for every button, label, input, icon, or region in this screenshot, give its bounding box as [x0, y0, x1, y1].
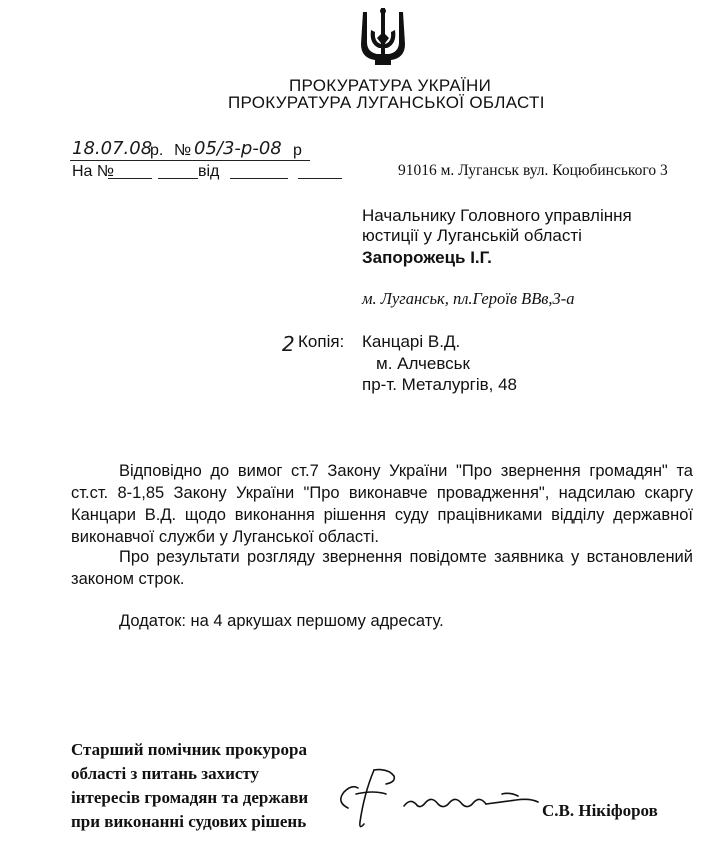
reference-date-blank-1 — [230, 178, 288, 179]
position-line: інтересів громадян та держави — [71, 788, 309, 807]
reference-date-blank-2 — [298, 178, 342, 179]
copy-label: Копія: — [298, 332, 345, 351]
reference-number-blank-1 — [108, 178, 152, 179]
reference-na-label: На № — [72, 163, 115, 180]
copy-street: пр-т. Металургів, 48 — [362, 375, 518, 394]
org-name-line2: ПРОКУРАТУРА ЛУГАНСЬКОЇ ОБЛАСТІ — [228, 93, 545, 112]
position-line: області з питань захисту — [71, 764, 260, 783]
position-line: Старший помічник прокурора — [71, 740, 307, 759]
body-paragraph-1 — [71, 460, 693, 548]
outgoing-number-sign: № — [174, 142, 192, 159]
paragraph-2-line: законом строк. — [71, 570, 185, 588]
reference-vid-label: від — [198, 163, 220, 180]
recipient-name: Запорожець І.Г. — [362, 248, 492, 267]
outgoing-r-label: р. — [150, 142, 164, 159]
signatory-position — [71, 738, 308, 834]
recipient-address: м. Луганськ, пл.Героїв ВВв,3-а — [362, 289, 575, 308]
recipient-line1: Начальнику Головного управління — [362, 206, 632, 225]
outgoing-number: 05/3-р-08 — [194, 138, 282, 159]
recipient-line2: юстиції у Луганській області — [362, 226, 582, 245]
position-line: при виконанні судових рішень — [71, 812, 307, 831]
paragraph-1-line: Канцари В.Д. щодо виконання рішення суду працівниками відділу державної — [71, 506, 693, 524]
paragraph-2-line: Про результати розгляду звернення повідомте заявника у встановлений — [119, 548, 693, 566]
outgoing-r2-label: р — [293, 142, 302, 159]
tryzub-emblem — [357, 8, 409, 68]
paragraph-1-line: Відповідно до вимог ст.7 Закону України "Про звернення громадян" та — [119, 462, 693, 480]
outgoing-underline — [70, 160, 310, 161]
handwritten-signature — [334, 764, 544, 834]
copy-handwritten-mark: 2 — [282, 332, 295, 356]
outgoing-date: 18.07.08 — [72, 138, 153, 159]
reference-number-blank-2 — [158, 178, 198, 179]
sender-address: 91016 м. Луганськ вул. Коцюбинського 3 — [398, 162, 668, 179]
signatory-name: С.В. Нікіфоров — [542, 801, 658, 820]
paragraph-1-line: виконавчої служби у Луганської області. — [71, 528, 379, 546]
body-paragraph-2 — [71, 546, 693, 590]
copy-city: м. Алчевськ — [376, 354, 470, 373]
paragraph-1-line: ст.ст. 8-1,85 Закону України "Про виконавче провадження", надсилаю скаргу — [71, 484, 693, 502]
org-name-line1: ПРОКУРАТУРА УКРАЇНИ — [289, 76, 492, 95]
copy-name: Канцарі В.Д. — [362, 332, 461, 351]
attachment-note: Додаток: на 4 аркушах першому адресату. — [119, 612, 444, 630]
